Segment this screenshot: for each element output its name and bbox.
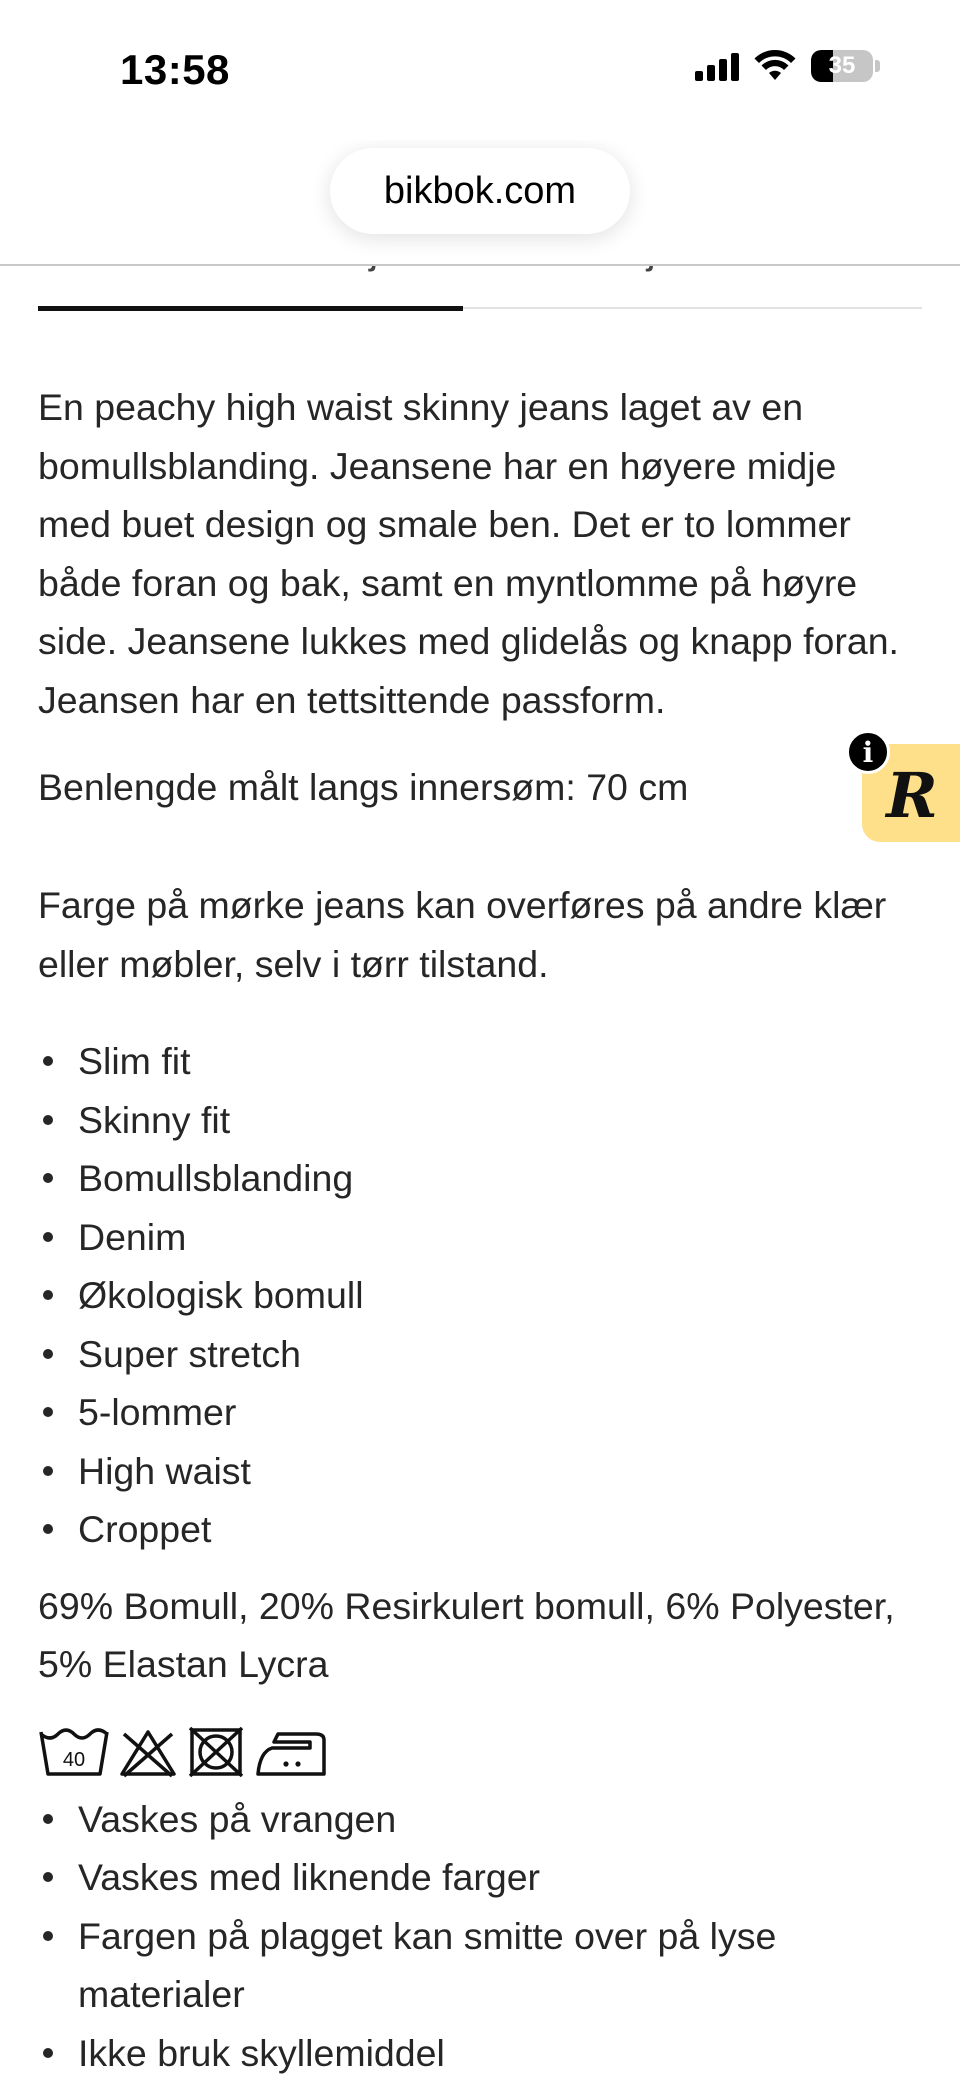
color-transfer-warning: Farge på mørke jeans kan overføres på andre klær eller møbler, selv i tørr tilstand. [38,884,887,985]
list-item: Ikke bruk skyllemiddel [38,2024,918,2081]
list-item: Slim fit [38,1032,918,1091]
iron-medium-icon [254,1726,328,1778]
status-time: 13:58 [120,46,230,93]
list-item: Vaskes på vrangen [38,1790,918,1849]
list-item: Super stretch [38,1325,918,1384]
battery-body [811,50,873,82]
no-bleach-icon [118,1726,178,1778]
signal-icon [695,51,739,81]
battery-cap [875,60,880,72]
product-description: En peachy high waist skinny jeans laget av en bomullsblanding. Jeansene har en høyere midje med buet design og smale ben. Det er to lommer både foran og bak, samt en myntlomme på høyre side. Jeansene lukkes med glidelås og knapp foran. Jeansen har en tettsittende passform. [38,386,899,721]
care-instructions [38,1790,918,2081]
battery-icon [811,50,880,82]
list-item: Økologisk bomull [38,1266,918,1325]
browser-address-bar [0,140,960,266]
product-info-panel [38,378,918,2081]
no-tumble-dry-icon [186,1726,246,1778]
wash-40-icon [38,1726,110,1778]
inseam-length: Benlengde målt langs innersøm: 70 cm [38,766,689,808]
list-item: 5-lommer [38,1383,918,1442]
list-item: Croppet [38,1500,918,1559]
list-item: High waist [38,1442,918,1501]
svg-text:40: 40 [62,1748,86,1771]
battery-level: 35 [828,52,856,79]
wifi-icon [753,50,797,82]
list-item: Skinny fit [38,1091,918,1150]
material-composition: 69% Bomull, 20% Resirkulert bomull, 6% Polyester, 5% Elastan Lycra [38,1584,895,1685]
feature-list [38,1032,918,1559]
list-item: Denim [38,1208,918,1267]
url-pill[interactable]: bikbok.com [330,148,630,234]
status-icons [695,50,880,82]
care-symbols [38,1722,918,1782]
review-logo-icon: R [886,758,938,832]
list-item: Bomullsblanding [38,1149,918,1208]
status-bar [0,0,960,140]
list-item: Vaskes med liknende farger [38,1848,918,1907]
info-icon[interactable]: i [846,730,890,774]
active-tab-underline [38,306,463,311]
list-item: Fargen på plagget kan smitte over på lyse materialer [38,1907,918,2024]
